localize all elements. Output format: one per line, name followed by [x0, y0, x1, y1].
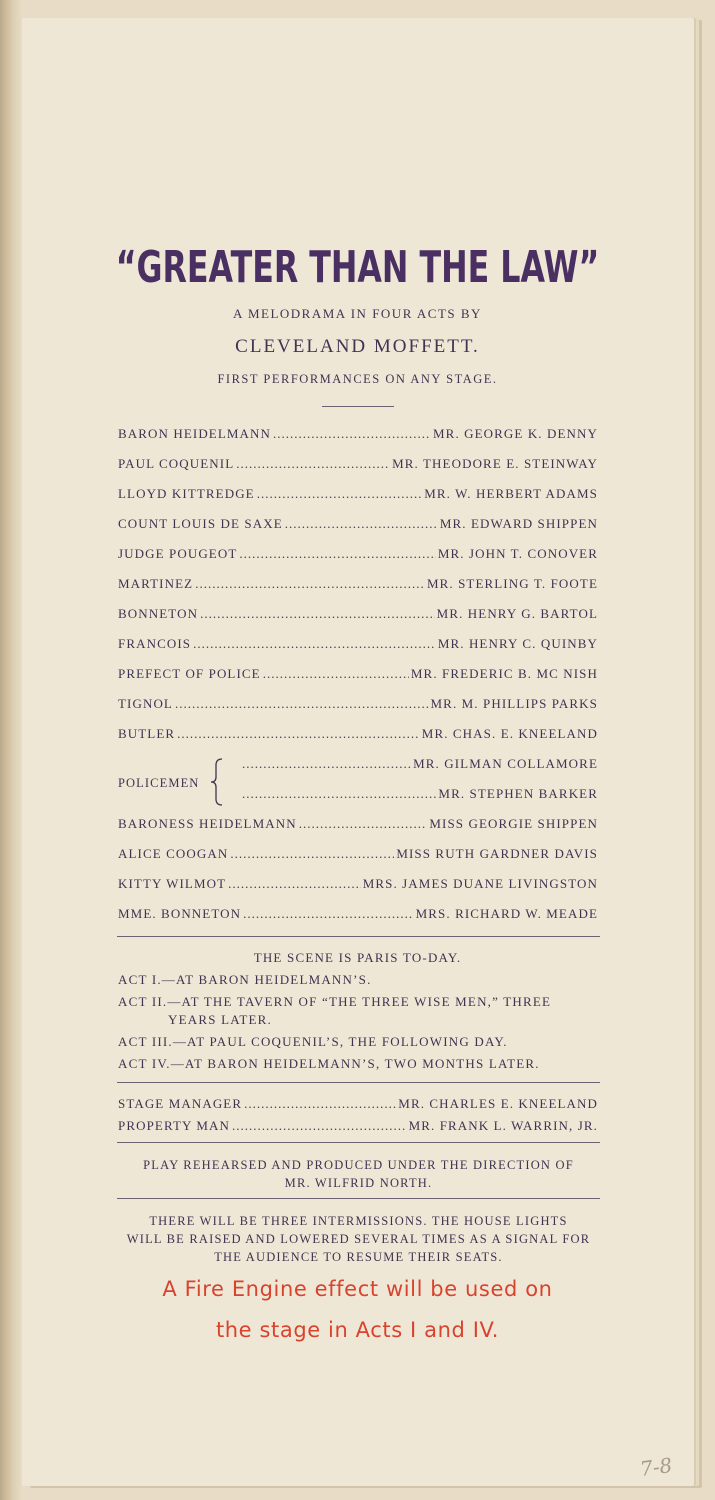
actor-name: MR. STERLING T. FOOTE — [426, 576, 598, 591]
staff-name: MR. CHARLES E. KNEELAND — [398, 1096, 598, 1111]
fire-engine-notice-line: the stage in Acts I and IV. — [215, 1318, 500, 1342]
role-name: BARONESS HEIDELMANN — [118, 816, 297, 831]
act-line: ACT II.—AT THE TAVERN OF “THE THREE WISE MEN,” THREE — [118, 994, 552, 1009]
leader-dots — [232, 1118, 407, 1134]
act-line: YEARS LATER. — [168, 1012, 272, 1027]
actor-name: MR. THEODORE E. STEINWAY — [392, 456, 598, 471]
section-divider — [117, 936, 600, 937]
leader-dots — [285, 516, 438, 532]
leader-dots — [244, 1096, 396, 1112]
play-subtitle: A MELODRAMA IN FOUR ACTS BY — [233, 306, 482, 321]
director-name: MR. WILFRID NORTH. — [284, 1176, 433, 1190]
curly-brace-icon — [210, 758, 224, 806]
section-divider — [117, 1082, 600, 1083]
cast-row — [118, 456, 598, 474]
act-line: ACT I.—AT BARON HEIDELMANN’S. — [118, 972, 372, 987]
leader-dots — [195, 576, 425, 592]
fire-engine-notice-line: A Fire Engine effect will be used on — [162, 1277, 553, 1301]
actor-name: MR. FREDERIC B. MC NISH — [410, 666, 598, 681]
cast-row — [118, 606, 598, 624]
scene-heading: THE SCENE IS PARIS TO-DAY. — [253, 950, 462, 965]
pencil-annotation: 7-8 — [638, 1452, 674, 1482]
section-divider — [117, 1142, 600, 1143]
play-title: “GREATER THAN THE LAW” — [115, 242, 600, 293]
leader-dots — [175, 696, 429, 712]
cast-row — [118, 516, 598, 534]
leader-dots — [273, 426, 431, 442]
cast-row — [118, 906, 598, 924]
role-name: BONNETON — [118, 606, 199, 621]
actor-name: MR. STEPHEN BARKER — [438, 786, 598, 801]
actor-name: MR. CHAS. E. KNEELAND — [421, 726, 598, 741]
policeman-row — [242, 786, 598, 804]
leader-dots — [299, 816, 428, 832]
author-name: CLEVELAND MOFFETT. — [235, 336, 480, 357]
intermission-line: THE AUDIENCE TO RESUME THEIR SEATS. — [214, 1250, 503, 1264]
actor-name: MR. EDWARD SHIPPEN — [439, 516, 598, 531]
first-performance-note: FIRST PERFORMANCES ON ANY STAGE. — [217, 372, 498, 386]
actor-name: MISS GEORGIE SHIPPEN — [429, 816, 598, 831]
title-divider — [322, 406, 394, 407]
staff-row — [118, 1118, 598, 1134]
actor-name: MR. HENRY G. BARTOL — [436, 606, 598, 621]
role-name: MARTINEZ — [118, 576, 194, 591]
role-name: KITTY WILMOT — [118, 876, 227, 891]
actor-name: MISS RUTH GARDNER DAVIS — [396, 846, 598, 861]
cast-row — [118, 666, 598, 684]
staff-name: MR. FRANK L. WARRIN, JR. — [408, 1118, 598, 1133]
cast-row — [118, 696, 598, 714]
role-name: BUTLER — [118, 726, 176, 741]
leader-dots — [228, 876, 361, 892]
leader-dots — [200, 606, 435, 622]
actor-name: MRS. RICHARD W. MEADE — [415, 906, 598, 921]
role-name: JUDGE POUGEOT — [118, 546, 238, 561]
leader-dots — [263, 666, 409, 682]
leader-dots — [243, 906, 413, 922]
staff-row — [118, 1096, 598, 1112]
staff-role: PROPERTY MAN — [118, 1118, 230, 1133]
cast-row — [118, 876, 598, 894]
leader-dots — [230, 846, 394, 862]
actor-name: MR. GEORGE K. DENNY — [433, 426, 598, 441]
role-name: FRANCOIS — [118, 636, 192, 651]
direction-note — [117, 1156, 600, 1192]
leader-dots — [242, 786, 438, 802]
act-line: ACT III.—AT PAUL COQUENIL’S, THE FOLLOWING DAY. — [118, 1034, 508, 1049]
actor-name: MR. GILMAN COLLAMORE — [413, 756, 598, 771]
role-name: PAUL COQUENIL — [118, 456, 235, 471]
policemen-label: POLICEMEN — [118, 776, 200, 790]
policeman-row — [242, 756, 598, 774]
leader-dots — [242, 756, 413, 772]
role-name: TIGNOL — [118, 696, 173, 711]
act-line: ACT IV.—AT BARON HEIDELMANN’S, TWO MONTHS LATER. — [118, 1056, 540, 1071]
cast-row — [118, 576, 598, 594]
leader-dots — [236, 456, 390, 472]
leader-dots — [177, 726, 420, 742]
cast-row — [118, 426, 598, 444]
leader-dots — [257, 486, 422, 502]
cast-row — [118, 486, 598, 504]
actor-name: MR. HENRY C. QUINBY — [437, 636, 598, 651]
role-name: PREFECT OF POLICE — [118, 666, 261, 681]
role-name: MME. BONNETON — [118, 906, 242, 921]
intermission-line: THERE WILL BE THREE INTERMISSIONS. THE HOUSE LIGHTS — [149, 1214, 568, 1228]
direction-line: PLAY REHEARSED AND PRODUCED UNDER THE DIRECTION OF — [143, 1158, 574, 1172]
actor-name: MR. W. HERBERT ADAMS — [424, 486, 598, 501]
role-name: ALICE COOGAN — [118, 846, 229, 861]
cast-row — [118, 816, 598, 834]
role-name: LLOYD KITTREDGE — [118, 486, 255, 501]
leader-dots — [239, 546, 435, 562]
actor-name: MR. JOHN T. CONOVER — [437, 546, 598, 561]
section-divider — [117, 1198, 600, 1199]
intermission-note — [117, 1212, 600, 1266]
actor-name: MRS. JAMES DUANE LIVINGSTON — [362, 876, 598, 891]
cast-row — [118, 726, 598, 744]
leader-dots — [193, 636, 436, 652]
cast-row — [118, 546, 598, 564]
role-name: COUNT LOUIS DE SAXE — [118, 516, 283, 531]
actor-name: MR. M. PHILLIPS PARKS — [430, 696, 598, 711]
role-name: BARON HEIDELMANN — [118, 426, 272, 441]
staff-role: STAGE MANAGER — [118, 1096, 243, 1111]
cast-row — [118, 846, 598, 864]
cast-row — [118, 636, 598, 654]
intermission-line: WILL BE RAISED AND LOWERED SEVERAL TIMES AS A SIGNAL FOR — [126, 1232, 591, 1246]
